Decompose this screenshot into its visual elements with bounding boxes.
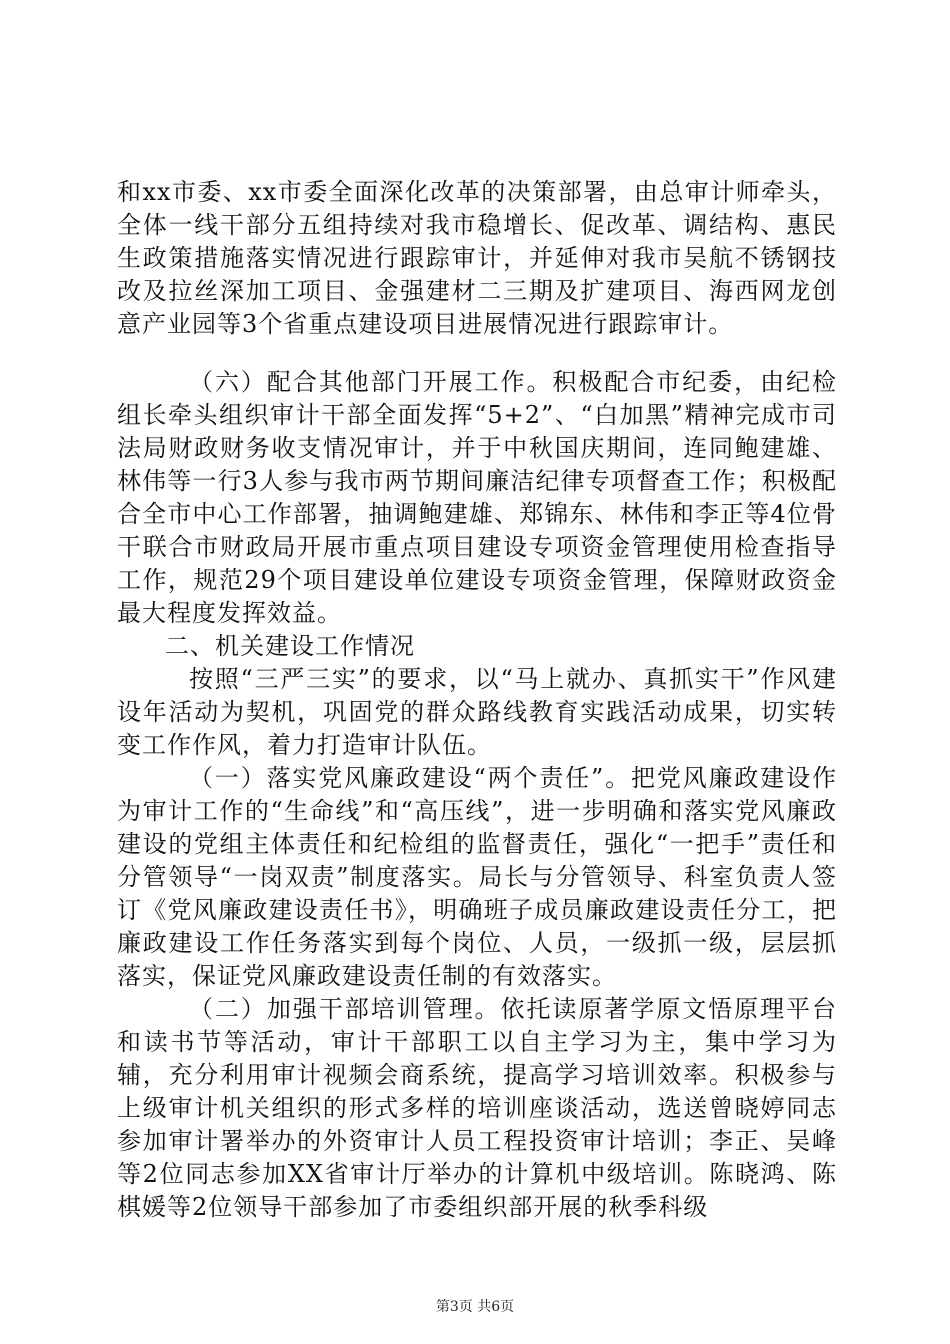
section-heading-two: 二、机关建设工作情况: [165, 632, 415, 660]
paragraph-continuation: 和xx市委、xx市委全面深化改革的决策部署，由总审计师牵头，全体一线干部分五组持续对我市稳增长、促改革、调结构、惠民生政策措施落实情况进行跟踪审计，并延伸对我市吴航不锈钢技改及拉丝深加工项目、金强建材二三期及扩建项目、海西网龙创意产业园等3个省重点建设项目进展情况进行跟踪审计。: [117, 178, 837, 338]
paragraph-section-six: （六）配合其他部门开展工作。积极配合市纪委，由纪检组长牵头组织审计干部全面发挥“5+2”、“白加黑”精神完成市司法局财政财务收支情况审计，并于中秋国庆期间，连同鲍建雄、林伟等一行3人参与我市两节期间廉洁纪律专项督查工作；积极配合全市中心工作部署，抽调鲍建雄、郑锦东、林伟和李正等4位骨干联合市财政局开展市重点项目建设专项资金管理使用检查指导工作，规范29个项目建设单位建设专项资金管理，保障财政资金最大程度发挥效益。: [117, 368, 837, 627]
page-number-footer: 第3页 共6页: [435, 1299, 515, 1315]
document-body: [117, 176, 837, 1224]
paragraph-subsection-one: （一）落实党风廉政建设“两个责任”。把党风廉政建设作为审计工作的“生命线”和“高压线”，进一步明确和落实党风廉政建设的党组主体责任和纪检组的监督责任，强化“一把手”责任和分管领导“一岗双责”制度落实。局长与分管领导、科室负责人签订《党风廉政建设责任书》，明确班子成员廉政建设责任分工，把廉政建设工作任务落实到每个岗位、人员，一级抓一级，层层抓落实，保证党风廉政建设责任制的有效落实。: [117, 764, 837, 990]
paragraph-gap: [117, 341, 837, 366]
paragraph-intro: 按照“三严三实”的要求，以“马上就办、真抓实干”作风建设年活动为契机，巩固党的群众路线教育实践活动成果，切实转变工作作风，着力打造审计队伍。: [117, 665, 837, 759]
paragraph-subsection-two: （二）加强干部培训管理。依托读原著学原文悟原理平台和读书节等活动，审计干部职工以自主学习为主，集中学习为辅，充分利用审计视频会商系统，提高学习培训效率。积极参与上级审计机关组织的形式多样的培训座谈活动，选送曾晓婷同志参加审计署举办的外资审计人员工程投资审计培训；李正、吴峰等2位同志参加XX省审计厅举办的计算机中级培训。陈晓鸿、陈棋媛等2位领导干部参加了市委组织部开展的秋季科级: [117, 995, 837, 1221]
